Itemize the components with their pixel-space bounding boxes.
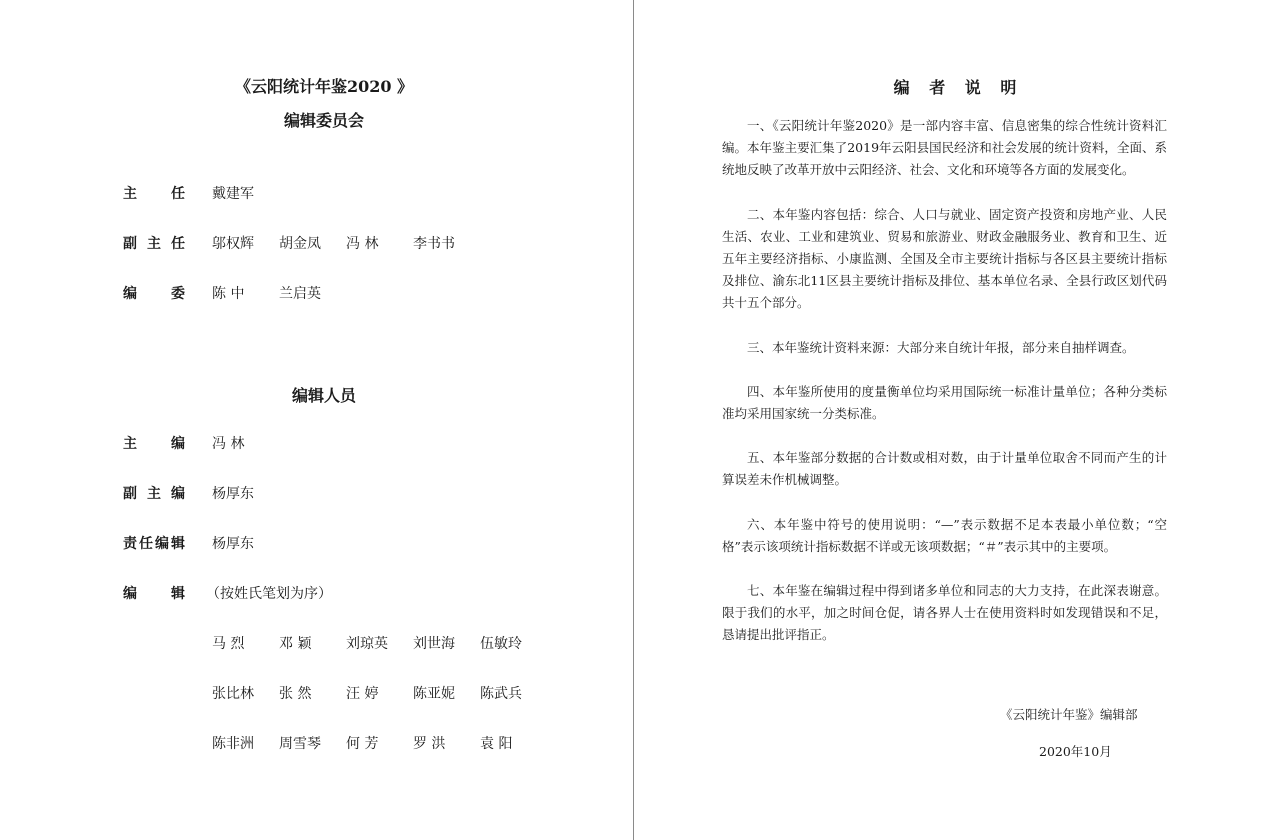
left-page [0,0,633,840]
role-label: 主 任 [123,186,185,202]
editor-name: 罗 洪 [413,736,446,752]
role-label: 副 主 编 [123,486,185,502]
role-label: 编 委 [123,286,185,302]
right-page [634,0,1267,840]
note-paragraph-6: 六、本年鉴中符号的使用说明：“—”表示数据不足本表最小单位数；“空格”表示该项统计指标数据不详或无该项数据；“＃”表示其中的主要项。 [722,517,1167,554]
editor-name: 袁 阳 [480,736,513,752]
date: 2020年10月 [1039,744,1112,759]
note-paragraph-3: 三、本年鉴统计资料来源：大部分来自统计年报，部分来自抽样调查。 [747,340,1135,355]
member-name: 李书书 [413,236,455,252]
member-name: 胡金凤 [279,236,321,252]
member-name: 兰启英 [279,286,321,302]
member-name: 邬权辉 [212,236,254,252]
member-names [212,233,480,253]
editor-name: 陈武兵 [480,686,522,702]
editor-name: 刘琼英 [346,636,388,652]
signature: 《云阳统计年鉴》编辑部 [1000,707,1138,722]
book-title: 《云阳统计年鉴2020 》 [234,77,414,96]
role-label: 编 辑 [123,586,185,602]
member-name: 冯 林 [212,436,245,452]
editor-notes-title: 编 者 说 明 [893,78,1017,97]
member-name: 冯 林 [346,236,379,252]
editor-name: 马 烈 [212,636,245,652]
role-label: 主 编 [123,436,185,452]
note-paragraph-4: 四、本年鉴所使用的度量衡单位均采用国际统一标准计量单位；各种分类标准均采用国家统一分类标准。 [722,384,1167,421]
staff-title: 编辑人员 [291,386,356,405]
editor-name: 刘世海 [413,636,455,652]
editor-name: 陈亚妮 [413,686,455,702]
member-names [212,183,279,203]
role-label: 责 任 编 辑 [123,536,185,552]
editor-name: 周雪琴 [279,736,321,752]
ordering-note: （按姓氏笔划为序） [206,586,332,602]
editor-name: 张比林 [212,686,254,702]
editor-name: 张 然 [279,686,312,702]
editor-name: 邓 颖 [279,636,312,652]
editor-names [212,683,547,703]
note-paragraph-5: 五、本年鉴部分数据的合计数或相对数，由于计量单位取舍不同而产生的计算误差未作机械调整。 [722,450,1167,487]
member-names [212,283,346,303]
member-name: 陈 中 [212,286,245,302]
member-name: 杨厚东 [212,536,254,552]
member-name: 杨厚东 [212,486,254,502]
note-paragraph-2: 二、本年鉴内容包括：综合、人口与就业、固定资产投资和房地产业、人民生活、农业、工业和建筑业、贸易和旅游业、财政金融服务业、教育和卫生、近五年主要经济指标、小康监测、全国及全市主要统计指标与各区县主要统计指标及排位、渝东北11区县主要统计指标及排位、基本单位名录、全县行政区划代码共十五个部分。 [722,207,1167,310]
member-names [212,483,279,503]
editor-name: 伍敏玲 [480,636,522,652]
editor-name: 陈非洲 [212,736,254,752]
editor-names [212,633,547,653]
member-name: 戴建军 [212,186,254,202]
member-names [212,533,279,553]
editor-name: 何 芳 [346,736,379,752]
editor-name: 汪 婷 [346,686,379,702]
member-names [212,433,279,453]
role-label: 副 主 任 [123,236,185,252]
note-paragraph-1: 一、《云阳统计年鉴2020》是一部内容丰富、信息密集的综合性统计资料汇编。本年鉴主要汇集了2019年云阳县国民经济和社会发展的统计资料，全面、系统地反映了改革开放中云阳经济、社会、文化和环境等各方面的发展变化。 [722,118,1167,177]
editor-names [212,733,547,753]
committee-title: 编辑委员会 [283,111,364,130]
note-paragraph-7: 七、本年鉴在编辑过程中得到诸多单位和同志的大力支持，在此深表谢意。限于我们的水平，加之时间仓促，请各界人士在使用资料时如发现错误和不足，恳请提出批评指正。 [722,583,1167,642]
